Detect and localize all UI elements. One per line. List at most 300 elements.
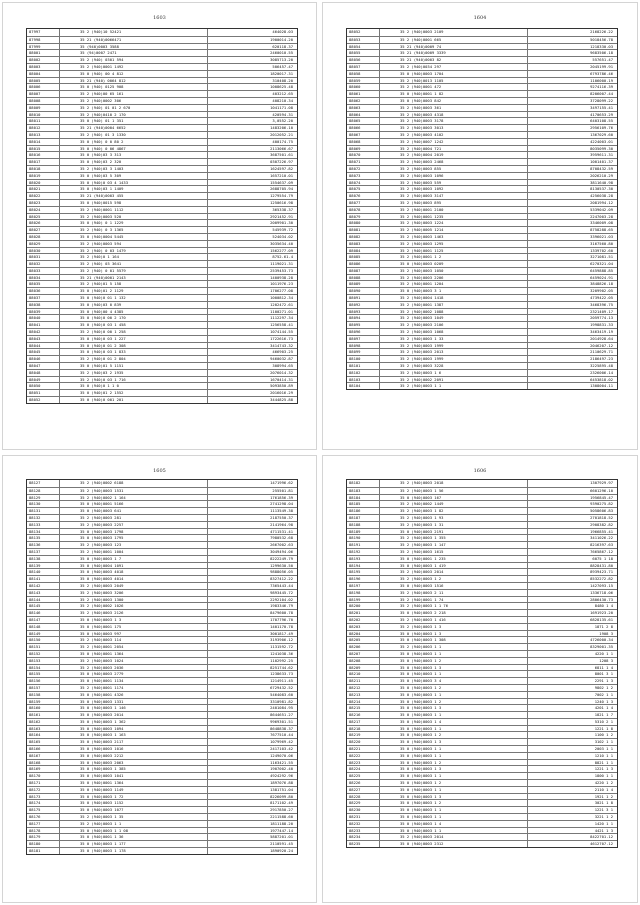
row-id: 88231: [347, 814, 380, 820]
table-row: [347, 616, 617, 623]
table-row: [27, 698, 297, 705]
account-number: 35 0 (940)0003 2191: [380, 529, 528, 535]
amount: 1381751.04: [270, 786, 293, 792]
table-row: [347, 507, 617, 514]
account-number: 35 2 (940)0003 1 416: [380, 617, 528, 623]
account-number: 35 2 (940)0003 1 82: [380, 508, 528, 514]
account-number: 35 0 (940)01 5 1151: [60, 363, 208, 369]
row-id: 88198: [347, 590, 380, 596]
row-id: 88018: [27, 166, 60, 172]
row-id: 88168: [27, 760, 60, 766]
account-number: 35 2 (940)0007 1242: [380, 139, 528, 145]
amount: 255501.81: [272, 487, 293, 493]
account-number: 35 2 (940) 0 03 1479: [60, 248, 208, 254]
table-row: [27, 355, 297, 362]
account-number: 35 2 (940)0410 2 170: [60, 112, 208, 118]
row-id: 88022: [27, 193, 60, 199]
table-row: [347, 233, 617, 240]
row-id: 88191: [347, 542, 380, 548]
amount: 506457.47: [272, 63, 293, 69]
row-id: 88052: [347, 29, 380, 36]
row-id: 88145: [27, 603, 60, 609]
account-number: 35 2 (940)0003 1 3: [380, 624, 528, 630]
amount: 2917850.27: [270, 807, 293, 813]
table-row: [27, 568, 297, 575]
amount: 3468396.75: [590, 301, 613, 307]
row-id: 88215: [347, 705, 380, 711]
amount: 3221 1 2: [594, 814, 613, 820]
table-row: [27, 124, 297, 131]
row-id: 88147: [27, 617, 60, 623]
row-id: 88184: [347, 495, 380, 501]
amount: 9888056.05: [270, 569, 293, 575]
table-row: [347, 104, 617, 111]
account-number: 35 0 (940)0003 1 308: [380, 637, 528, 643]
table-row: [27, 335, 297, 342]
amount: 420594.31: [272, 111, 293, 117]
row-id: 88016: [27, 152, 60, 158]
table-row: [347, 321, 617, 328]
table-row: [27, 206, 297, 213]
account-number: 35 0 (940)0003 1 3: [380, 766, 528, 772]
account-number: 35 2 (940)0002 1 164: [60, 495, 208, 501]
table-row: [27, 165, 297, 172]
account-number: 35 2 (940)0003 1999: [380, 343, 528, 349]
amount: 4256038.28: [590, 193, 613, 199]
amount: 1221 1 3: [594, 766, 613, 772]
row-id: 88081: [347, 227, 380, 233]
table-row: [347, 226, 617, 233]
row-id: 88222: [347, 753, 380, 759]
row-id: 88020: [27, 180, 60, 186]
amount: 8644651.27: [270, 712, 293, 718]
table-row: [27, 172, 297, 179]
row-id: 88048: [27, 370, 60, 376]
account-number: 35 0 (940)03 2 320: [60, 159, 208, 165]
row-id: 88192: [347, 549, 380, 555]
amount: 9683506.18: [590, 50, 613, 56]
amount: 6459024.91: [590, 274, 613, 280]
row-id: 88066: [347, 125, 380, 131]
amount: 620118.37: [272, 43, 293, 49]
amount: 2110591.45: [270, 841, 293, 847]
amount: 1907002.40: [270, 766, 293, 772]
table-row: [27, 575, 297, 582]
account-number: 35 21 (940)0066471: [60, 37, 208, 43]
table-row: [27, 185, 297, 192]
table-row: [27, 840, 297, 847]
table-row: [347, 684, 617, 691]
row-id: 88170: [27, 773, 60, 779]
table-row: [27, 219, 297, 226]
table-row: [27, 158, 297, 165]
table-row: [347, 124, 617, 131]
ledger-table: [26, 28, 298, 404]
table-row: [347, 172, 617, 179]
row-id: 88210: [347, 671, 380, 677]
page-number: 1606: [473, 468, 487, 474]
row-id: 88005: [27, 78, 60, 84]
table-row: [27, 718, 297, 725]
row-id: 88160: [27, 705, 60, 711]
amount: 7002 1 1: [594, 691, 613, 697]
row-id: 88089: [347, 281, 380, 287]
amount: 8828431.80: [590, 562, 613, 568]
amount: 5339042.09: [590, 206, 613, 212]
table-row: [27, 847, 297, 854]
account-number: 35 0 (940)0003 1 385: [60, 766, 208, 772]
amount: 1339702.60: [590, 247, 613, 253]
amount: 1240 1 3: [594, 698, 613, 704]
table-row: [347, 151, 617, 158]
amount: 9390275.82: [590, 501, 613, 507]
amount: 5058606.83: [590, 508, 613, 514]
amount: 1163421.55: [270, 759, 293, 765]
account-number: 35 2 (940)0001 2100: [380, 207, 528, 213]
account-number: 35 2 (940)0013 1105: [380, 78, 528, 84]
account-number: 35 0 (940)0001 1364: [60, 651, 208, 657]
amount: 3959611.31: [590, 152, 613, 158]
table-row: [27, 806, 297, 813]
amount: 1112297.34: [270, 315, 293, 321]
row-id: 88001: [27, 50, 60, 56]
account-number: 35 0 (940)0 03 1 833: [60, 349, 208, 355]
account-number: 35 0 (940)0003 167: [380, 495, 528, 501]
table-row: [347, 528, 617, 535]
account-number: 35 2 (940)0003 1068: [380, 329, 528, 335]
row-id: 87998: [27, 37, 60, 43]
account-number: 35 0 (940)03 0 839: [60, 302, 208, 308]
row-id: 88090: [347, 288, 380, 294]
row-id: 88080: [347, 220, 380, 226]
account-number: 35 0 (940)0003 1077: [60, 807, 208, 813]
account-number: 35 0 (940)0003 641: [60, 508, 208, 514]
table-row: [27, 786, 297, 793]
row-id: 88133: [27, 522, 60, 528]
account-number: 35 2 (940)0003 123: [60, 542, 208, 548]
row-id: 88194: [347, 563, 380, 569]
amount: 1800 1 1: [594, 773, 613, 779]
row-id: 88180: [27, 841, 60, 847]
row-id: 88083: [347, 241, 380, 247]
table-row: [347, 90, 617, 97]
account-number: 35 0 (940)0003 1 2: [380, 780, 528, 786]
row-id: 88046: [27, 356, 60, 362]
account-number: 35 0 (940)0003 2779: [60, 671, 208, 677]
amount: 545939.72: [272, 227, 293, 233]
table-row: [347, 314, 617, 321]
account-number: 35 0 (940)0003 1 1: [380, 651, 528, 657]
account-number: 35 0 (940)0003 1 362: [60, 719, 208, 725]
account-number: 35 2 (940)0001 1125: [380, 248, 528, 254]
amount: 6729432.52: [270, 684, 293, 690]
account-number: 35 2 (940)0003 1092: [380, 186, 528, 192]
row-id: 88144: [27, 597, 60, 603]
account-number: 35 0 (940)0001 1364: [60, 780, 208, 786]
account-number: 35 2 (940)0 01 2 804: [60, 356, 208, 362]
table-row: [347, 77, 617, 84]
table-row: [347, 260, 617, 267]
table-row: [27, 779, 297, 786]
table-row: [347, 745, 617, 752]
amount: 464028.03: [272, 29, 293, 34]
account-number: 35 2 (940)0003 2013: [380, 349, 528, 355]
table-row: [27, 314, 297, 321]
account-number: 35 2 (940)0003 1 56: [380, 488, 528, 494]
table-row: [347, 500, 617, 507]
amount: 1400938.28: [270, 274, 293, 280]
table-row: [347, 382, 617, 389]
account-number: 35 2 (940)0003 1463: [380, 234, 528, 240]
row-id: 88023: [27, 200, 60, 206]
amount: 8758288.65: [590, 227, 613, 233]
table-row: [347, 521, 617, 528]
amount: 3271081.51: [590, 254, 613, 260]
row-id: 88146: [27, 610, 60, 616]
table-row: [27, 813, 297, 820]
account-number: 35 0 (940)0 01 2 308: [60, 343, 208, 349]
amount: 6075 1 18: [592, 555, 613, 561]
table-row: [347, 348, 617, 355]
account-number: 35 0 (940)0001 1 82: [380, 91, 528, 97]
account-number: 35 0 (940)0 01 1 132: [60, 295, 208, 301]
table-row: [347, 179, 617, 186]
row-id: 88031: [27, 254, 60, 260]
amount: 3,0552.20: [272, 118, 293, 124]
row-id: 88155: [27, 671, 60, 677]
row-id: 88069: [347, 146, 380, 152]
row-id: 88213: [347, 692, 380, 698]
table-row: [27, 376, 297, 383]
row-id: 88064: [347, 112, 380, 118]
table-row: [347, 70, 617, 77]
amount: 1427093.15: [590, 582, 613, 588]
account-number: 35 2 (940)0003 594: [60, 241, 208, 247]
account-number: 35 0 (940)0001 1134: [60, 678, 208, 684]
table-row: [27, 260, 297, 267]
table-row: [347, 29, 617, 36]
amount: 1241038.36: [270, 650, 293, 656]
amount: 4224003.01: [590, 138, 613, 144]
account-number: 35 0 (940)0003 1 2: [380, 760, 528, 766]
row-id: 88058: [347, 71, 380, 77]
row-id: 88012: [27, 125, 60, 131]
amount: 2701818.52: [590, 514, 613, 520]
amount: 365338.37: [272, 206, 293, 212]
table-row: [27, 111, 297, 118]
account-number: 35 2 (940)0001 1235: [380, 214, 528, 220]
amount: 7365443.44: [270, 582, 293, 588]
amount: 1336718.06: [590, 589, 613, 595]
table-row: [27, 630, 297, 637]
table-row: [27, 280, 297, 287]
row-id: 88098: [347, 343, 380, 349]
table-row: [347, 568, 617, 575]
amount: 2026210.29: [590, 172, 613, 178]
amount: 310408.20: [272, 77, 293, 83]
table-row: [27, 596, 297, 603]
account-number: 35 2 (940)0002 6188: [60, 480, 208, 487]
table-row: [347, 514, 617, 521]
row-id: 88068: [347, 139, 380, 145]
table-row: [347, 287, 617, 294]
table-row: [27, 582, 297, 589]
account-number: 35 2 (940)0003 1224: [380, 220, 528, 226]
amount: 6811 1 4: [594, 664, 613, 670]
account-number: 35 0 (940)0 001 201: [60, 397, 208, 403]
account-number: 35 2 (940) 03 3641: [60, 261, 208, 267]
row-id: 88201: [347, 610, 380, 616]
amount: 2016016.29: [270, 390, 293, 396]
account-number: 35 2 (940)0003 1024: [60, 658, 208, 664]
account-number: 35 0 (940)0003 1 7: [60, 556, 208, 562]
account-number: 35 2 (940)0001 665: [380, 37, 528, 43]
table-row: [27, 369, 297, 376]
amount: 5018456.78: [590, 36, 613, 42]
amount: 1977447.14: [270, 827, 293, 833]
table-row: [347, 247, 617, 254]
account-number: 35 2 (940)0005 1214: [380, 227, 528, 233]
amount: 8206007.44: [590, 91, 613, 97]
amount: 3193906.12: [270, 637, 293, 643]
account-number: 35 2 (940)0003 2014: [380, 834, 528, 840]
table-row: [27, 56, 297, 63]
amount: 7980532.68: [270, 535, 293, 541]
amount: 8329001.35: [590, 644, 613, 650]
account-number: 35 0 (940) 01 1 351: [60, 118, 208, 124]
amount: 8821 1 1: [594, 759, 613, 765]
table-row: [27, 494, 297, 501]
table-row: [27, 362, 297, 369]
account-number: 35 0 (940)0003 3 4: [380, 678, 528, 684]
row-id: 88079: [347, 214, 380, 220]
amount: 1079969.42: [270, 739, 293, 745]
table-row: [347, 562, 617, 569]
account-number: 35 0 (940)0003 1 1: [380, 692, 528, 698]
page-1605: [2, 455, 317, 903]
amount: 7665867.12: [590, 548, 613, 554]
row-id: 88084: [347, 248, 380, 254]
amount: 2009901.30: [270, 220, 293, 226]
table-row: [347, 63, 617, 70]
amount: 5464083.60: [270, 691, 293, 697]
account-number: 35 0 (940)0 03 1 227: [60, 336, 208, 342]
row-id: 88130: [27, 501, 60, 507]
amount: 6453818.02: [590, 376, 613, 382]
table-row: [347, 650, 617, 657]
amount: 2956109.76: [590, 125, 613, 131]
row-id: 88092: [347, 302, 380, 308]
amount: 3225895.48: [590, 363, 613, 369]
amount: 1210 1 1: [594, 752, 613, 758]
table-row: [347, 480, 617, 487]
account-number: 35 2 (940)0003 1 1: [60, 821, 208, 827]
account-number: 35 0 (940) 00 4 812: [60, 71, 208, 77]
row-id: 88082: [347, 234, 380, 240]
row-id: 88151: [27, 644, 60, 650]
row-id: 88218: [347, 726, 380, 732]
amount: 1966855.41: [590, 528, 613, 534]
table-row: [27, 725, 297, 732]
amount: 4201 1 4: [594, 705, 613, 711]
amount: 8222249.79: [270, 555, 293, 561]
account-number: 35 0 (940)0003 2312: [380, 841, 528, 847]
amount: 2921452.91: [270, 213, 293, 219]
table-row: [27, 507, 297, 514]
amount: 1707796.70: [270, 616, 293, 622]
amount: 3001817.49: [270, 630, 293, 636]
table-row: [27, 765, 297, 772]
table-row: [27, 321, 297, 328]
row-id: 88208: [347, 658, 380, 664]
amount: 1897076.88: [270, 780, 293, 786]
account-number: 35 0 (940)0003 2014: [60, 712, 208, 718]
account-number: 35 21 (940)0009 3339: [380, 50, 528, 56]
table-row: [27, 36, 297, 43]
table-row: [27, 294, 297, 301]
table-row: [27, 704, 297, 711]
account-number: 35 2 (940)0003 1 355: [380, 535, 528, 541]
account-number: 35 2 (940)0034 297: [380, 64, 528, 70]
table-row: [27, 342, 297, 349]
table-row: [347, 725, 617, 732]
account-number: 35 2 (940)0003 2018: [380, 480, 528, 487]
table-row: [347, 799, 617, 806]
row-id: 88056: [347, 57, 380, 63]
account-number: 35 2 (940)0003 1049: [380, 315, 528, 321]
row-id: 88219: [347, 732, 380, 738]
table-row: [347, 49, 617, 56]
table-row: [347, 362, 617, 369]
account-number: 35 0 (940)0003 1 163: [60, 732, 208, 738]
amount: 1691923.20: [590, 610, 613, 616]
table-row: [347, 793, 617, 800]
account-number: 35 0 (940)03 1 1409: [60, 186, 208, 192]
amount: 8035099.30: [590, 145, 613, 151]
account-number: 35 2 (940)0003 2 11: [380, 590, 528, 596]
table-row: [347, 165, 617, 172]
account-number: 35 2 (940)0 00 1 258: [60, 329, 208, 335]
amount: 1998831.33: [590, 322, 613, 328]
account-number: 35 2 (940)03 3 1403: [60, 166, 208, 172]
table-row: [27, 226, 297, 233]
account-number: 35 2 (940)0003 1 147: [380, 542, 528, 548]
account-number: 35 2 (940)0001 2054: [60, 644, 208, 650]
account-number: 35 0 (940)0003 1 4: [380, 821, 528, 827]
amount: 1001401.37: [590, 159, 613, 165]
row-id: 88141: [27, 576, 60, 582]
account-number: 35 2 (940)0003 855: [380, 166, 528, 172]
amount: 9893445.72: [270, 589, 293, 595]
row-id: 88132: [27, 515, 60, 521]
account-number: 35 2 (940)01 5 158: [60, 281, 208, 287]
row-id: 88181: [27, 848, 60, 854]
account-number: 35 0 (940)0001 1 235: [380, 556, 528, 562]
amount: 1249070.06: [270, 752, 293, 758]
row-id: 88159: [27, 699, 60, 705]
table-row: [27, 500, 297, 507]
table-row: [27, 759, 297, 766]
table-row: [27, 541, 297, 548]
row-id: 88087: [347, 268, 380, 274]
table-row: [347, 596, 617, 603]
row-id: 88026: [27, 220, 60, 226]
amount: 3396021.03: [590, 233, 613, 239]
table-row: [27, 213, 297, 220]
row-id: 88200: [347, 603, 380, 609]
account-number: 35 2 (940)0003 1 1 76: [380, 603, 528, 609]
table-row: [27, 711, 297, 718]
